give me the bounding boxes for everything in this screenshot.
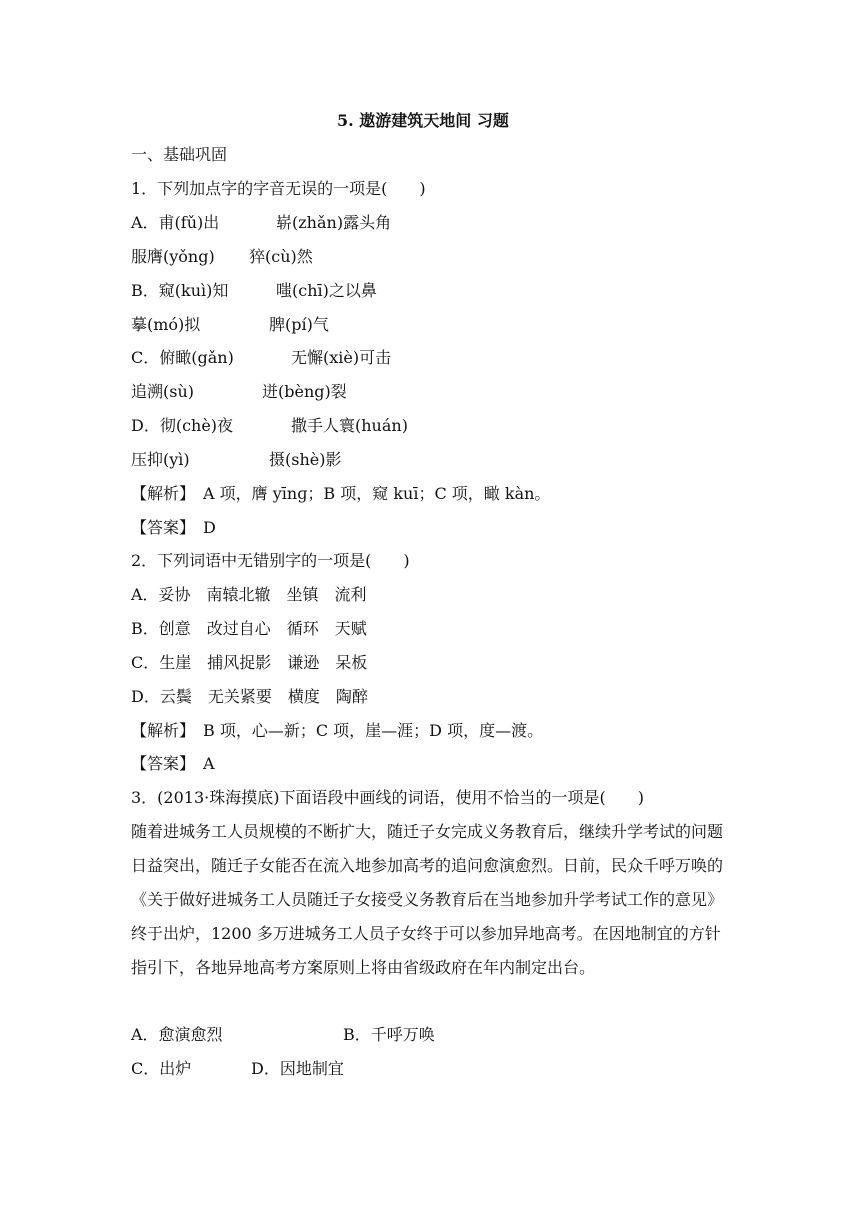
q1-option-c-part2: 无懈(xiè)可击 [291, 348, 392, 367]
q1-option-d-part4: 摄(shè)影 [269, 450, 342, 469]
question-3-stem: 3．(2013·珠海摸底)下面语段中画线的词语，使用不恰当的一项是( ) [131, 788, 644, 807]
question-2-stem: 2．下列词语中无错别字的一项是( ) [131, 551, 410, 570]
q1-option-b-part2: 嗤(chī)之以鼻 [276, 281, 377, 300]
q1-option-b-part4: 脾(pí)气 [269, 315, 329, 334]
q1-answer: 【答案】 D [131, 518, 216, 537]
question-1-stem: 1．下列加点字的字音无误的一项是( ) [131, 179, 426, 198]
q3-option-a: A．愈演愈烈 [131, 1025, 223, 1044]
q1-option-a-part2: 崭(zhǎn)露头角 [276, 213, 392, 232]
page-title: 5. 遨游建筑天地间 习题 [337, 111, 509, 130]
q2-analysis: 【解析】 B 项，心—新；C 项，崖—涯；D 项，度—渡。 [131, 721, 544, 740]
q1-option-a-part3: 服膺(yǒng) [131, 247, 215, 266]
q1-option-d-part2: 撒手人寰(huán) [291, 416, 408, 435]
q1-option-b-part1: B．窥(kuì)知 [131, 281, 229, 300]
q1-option-c-part3: 追溯(sù) [131, 382, 195, 401]
q1-analysis: 【解析】 A 项，膺 yīnɡ；B 项，窥 kuī；C 项，瞰 kàn。 [131, 484, 551, 503]
q1-option-d-part1: D．彻(chè)夜 [131, 416, 234, 435]
q1-option-c-part4: 迸(bèng)裂 [262, 382, 347, 401]
q1-option-b-part3: 摹(mó)拟 [131, 315, 201, 334]
q1-option-d-part3: 压抑(yì) [131, 450, 190, 469]
q1-option-a-part4: 猝(cù)然 [249, 247, 313, 266]
section-heading: 一、基础巩固 [131, 145, 228, 164]
q2-option-d: D．云鬓 无关紧要 横度 陶醉 [131, 687, 368, 706]
q1-option-a-part1: A．甫(fǔ)出 [131, 213, 220, 232]
q2-answer: 【答案】 A [131, 754, 215, 773]
q2-option-b: B．创意 改过自心 循环 天赋 [131, 619, 367, 638]
q3-option-b: B．千呼万唤 [343, 1025, 435, 1044]
q3-passage: 随着进城务工人员规模的不断扩大，随迁子女完成义务教育后，继续升学考试的问题日益突出，随迁子女能否在流入地参加高考的追问愈演愈烈。日前，民众千呼万唤的《关于做好进城务工人员随迁子女接受义务教育后在当地参加升学考试工作的意见》终于出炉，1200 多万进城务工人员子女终于可以参加异地高考。在因地制宜的方针指引下，各地异地高考方案原则上将由省级政府在年内制定出台。 [131, 822, 724, 977]
q3-option-d: D．因地制宜 [251, 1059, 344, 1078]
q2-option-a: A．妥协 南辕北辙 坐镇 流利 [131, 585, 367, 604]
q3-option-c: C．出炉 [131, 1059, 192, 1078]
q1-option-c-part1: C．俯瞰(gǎn) [131, 348, 234, 367]
q2-option-c: C．生崖 捕风捉影 谦逊 呆板 [131, 653, 368, 672]
